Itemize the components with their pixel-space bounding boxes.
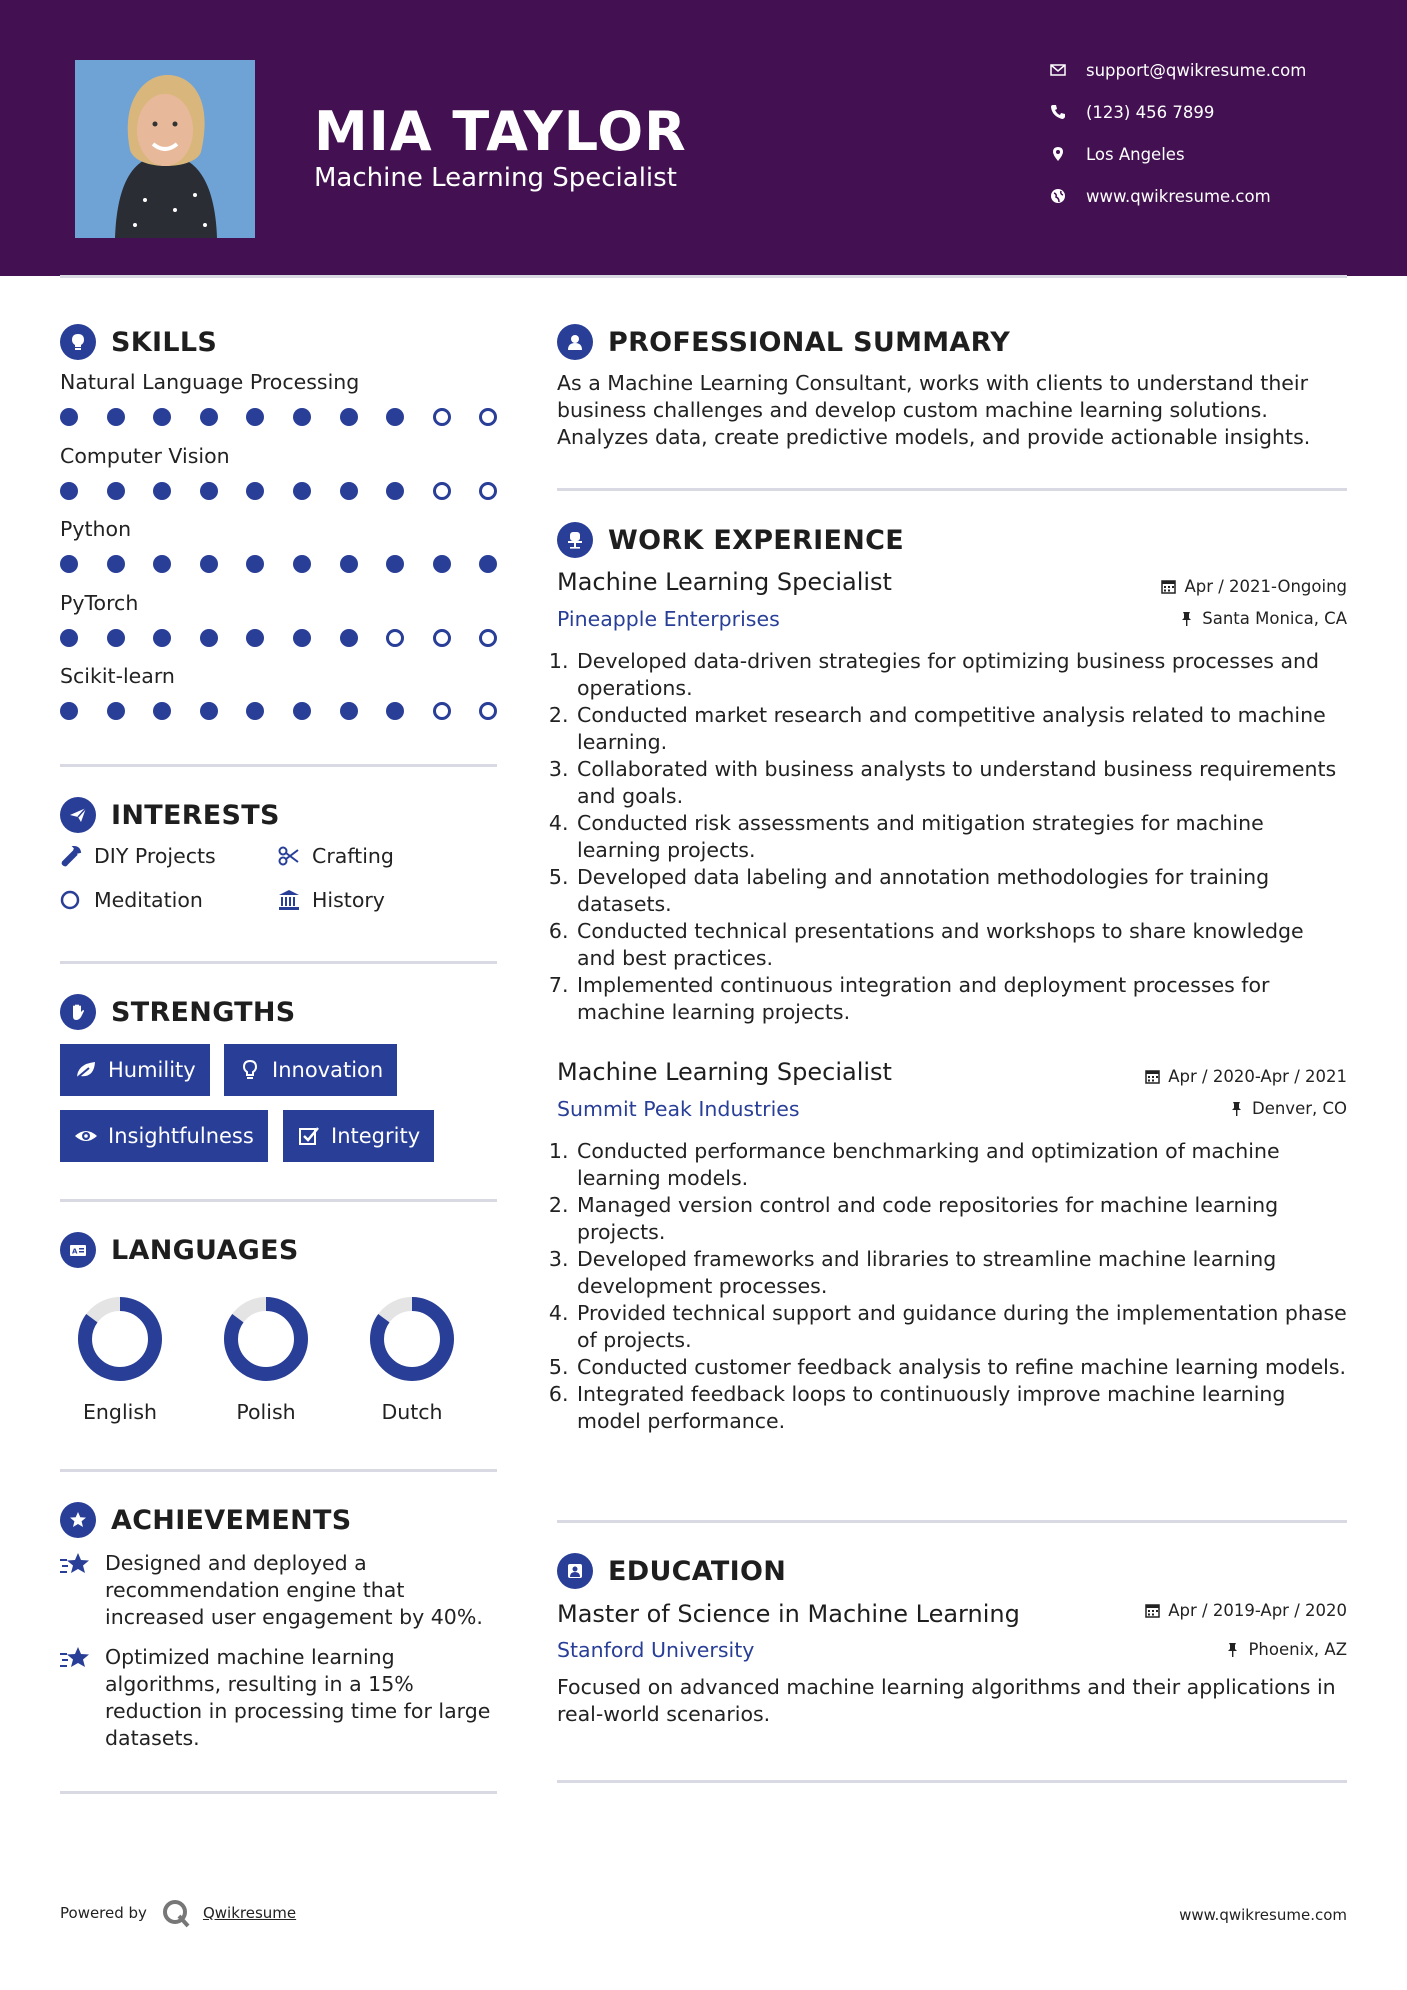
job-title: Machine Learning Specialist	[557, 1058, 892, 1086]
star-icon	[60, 1550, 105, 1631]
language-proficiency-donut	[221, 1294, 311, 1384]
skill-name: PyTorch	[60, 590, 139, 615]
language-item	[339, 1294, 485, 1424]
office-chair-icon	[557, 522, 593, 558]
phone-icon	[1050, 104, 1086, 120]
skill-rating	[60, 702, 500, 722]
strength-badge: Insightfulness	[60, 1110, 268, 1162]
strengths-heading: STRENGTHS	[60, 994, 296, 1030]
job-bullet: 1. Conducted performance benchmarking and optimization of machine learning models.	[575, 1138, 1347, 1192]
pushpin-icon	[1179, 611, 1194, 626]
svg-text:A: A	[72, 1247, 78, 1256]
rating-dot-filled	[386, 482, 404, 500]
job-bullet: 5. Conducted customer feedback analysis to refine machine learning models.	[575, 1354, 1347, 1381]
job-bullet: 6. Conducted technical presentations and workshops to share knowledge and best practices.	[575, 918, 1347, 972]
language-proficiency-donut	[75, 1294, 165, 1384]
strength-badge: Innovation	[224, 1044, 397, 1096]
language-item	[47, 1294, 193, 1424]
lightbulb-icon	[238, 1058, 272, 1082]
rating-dot-empty	[479, 702, 497, 720]
star-icon	[60, 1644, 105, 1752]
job-bullet: 4. Provided technical support and guidance during the implementation phase of projects.	[575, 1300, 1347, 1354]
rating-dot-filled	[293, 555, 311, 573]
footer-powered-by: Powered by Qwikresume	[60, 1898, 296, 1928]
divider	[60, 1791, 497, 1794]
skill-name: Natural Language Processing	[60, 370, 360, 394]
rating-dot-filled	[246, 702, 264, 720]
rating-dot-filled	[153, 555, 171, 573]
rating-dot-empty	[479, 629, 497, 647]
job-bullet: 2. Managed version control and code repositories for machine learning projects.	[575, 1192, 1347, 1246]
strength-badge: Humility	[60, 1044, 210, 1096]
job-dates: Apr / 2020-Apr / 2021	[1145, 1067, 1347, 1086]
rating-dot-filled	[246, 629, 264, 647]
rating-dot-empty	[433, 408, 451, 426]
company-name: Summit Peak Industries	[557, 1097, 800, 1121]
interests-heading: INTERESTS	[60, 797, 280, 833]
rating-dot-empty	[479, 408, 497, 426]
rating-dot-filled	[153, 629, 171, 647]
skill-item	[60, 370, 359, 394]
contact-website[interactable]: www.qwikresume.com	[1050, 182, 1271, 210]
education-description: Focused on advanced machine learning algorithms and their applications in real-world scenarios.	[557, 1675, 1336, 1726]
divider	[557, 1780, 1347, 1783]
rating-dot-filled	[200, 482, 218, 500]
divider	[60, 1469, 497, 1472]
circle-icon	[60, 889, 94, 911]
skill-rating	[60, 482, 500, 502]
job-bullets	[557, 1138, 1347, 1435]
rating-dot-filled	[200, 702, 218, 720]
language-icon	[60, 1232, 96, 1268]
rating-dot-filled	[386, 555, 404, 573]
skills-heading: SKILLS	[60, 324, 217, 360]
contact-email[interactable]: support@qwikresume.com	[1050, 56, 1306, 84]
job-bullet: 2. Conducted market research and competitive analysis related to machine learning.	[575, 702, 1347, 756]
rating-dot-filled	[60, 629, 78, 647]
rating-dot-filled	[60, 555, 78, 573]
job-bullet: 6. Integrated feedback loops to continuously improve machine learning model performance.	[575, 1381, 1347, 1435]
languages-heading: A LANGUAGES	[60, 1232, 299, 1268]
check-square-icon	[297, 1124, 331, 1148]
experience-heading: WORK EXPERIENCE	[557, 522, 904, 558]
rating-dot-filled	[246, 555, 264, 573]
job-dates: Apr / 2021-Ongoing	[1161, 577, 1347, 596]
job-title: Machine Learning Specialist	[557, 568, 892, 596]
language-name: Dutch	[381, 1400, 443, 1424]
interest-item: Meditation	[60, 888, 203, 912]
job-bullets	[557, 648, 1347, 1026]
rating-dot-filled	[340, 482, 358, 500]
summary-text: As a Machine Learning Consultant, works with clients to understand their business challenges and develop custom machine learning solutions. Analyzes data, create predictive models, and provide actionable insights.	[557, 371, 1311, 449]
rating-dot-filled	[340, 555, 358, 573]
education-heading: EDUCATION	[557, 1553, 786, 1589]
calendar-icon	[1145, 1603, 1160, 1618]
footer-website[interactable]: www.qwikresume.com	[1179, 1906, 1347, 1924]
education-location: Phoenix, AZ	[1225, 1640, 1347, 1659]
skill-rating	[60, 629, 500, 649]
job-location: Santa Monica, CA	[1179, 609, 1347, 628]
rating-dot-filled	[60, 482, 78, 500]
paper-plane-icon	[60, 797, 96, 833]
language-item	[193, 1294, 339, 1424]
divider	[60, 1199, 497, 1202]
rating-dot-filled	[433, 555, 451, 573]
contact-phone[interactable]: (123) 456 7899	[1050, 98, 1214, 126]
rating-dot-filled	[293, 482, 311, 500]
rating-dot-empty	[433, 482, 451, 500]
job-bullet: 3. Developed frameworks and libraries to streamline machine learning development processes.	[575, 1246, 1347, 1300]
contact-location: Los Angeles	[1050, 140, 1185, 168]
language-proficiency-donut	[367, 1294, 457, 1384]
skill-rating	[60, 408, 500, 428]
language-name: English	[82, 1400, 158, 1424]
school-name: Stanford University	[557, 1638, 755, 1662]
rating-dot-filled	[479, 555, 497, 573]
achievement-item: Designed and deployed a recommendation engine that increased user engagement by 40%.	[60, 1550, 500, 1631]
rating-dot-filled	[340, 408, 358, 426]
divider	[60, 764, 497, 767]
user-icon	[557, 324, 593, 360]
interest-item: History	[278, 888, 385, 912]
qwikresume-link[interactable]: Qwikresume	[202, 1904, 297, 1922]
rating-dot-empty	[433, 702, 451, 720]
skill-rating	[60, 555, 500, 575]
rating-dot-filled	[107, 482, 125, 500]
job-bullet: 1. Developed data-driven strategies for optimizing business processes and operations.	[575, 648, 1347, 702]
calendar-icon	[1145, 1069, 1160, 1084]
skill-item	[60, 591, 138, 615]
interest-item: DIY Projects	[60, 844, 216, 868]
lightbulb-icon	[60, 324, 96, 360]
rating-dot-filled	[107, 408, 125, 426]
rating-dot-filled	[246, 482, 264, 500]
company-name: Pineapple Enterprises	[557, 607, 780, 631]
hand-icon	[60, 994, 96, 1030]
summary-heading: PROFESSIONAL SUMMARY	[557, 324, 1010, 360]
scissors-icon	[278, 845, 312, 867]
rating-dot-filled	[293, 702, 311, 720]
rating-dot-filled	[107, 702, 125, 720]
rating-dot-filled	[293, 629, 311, 647]
header-divider	[60, 275, 1347, 278]
degree-title: Master of Science in Machine Learning	[557, 1600, 1020, 1628]
job-location: Denver, CO	[1229, 1099, 1347, 1118]
job-bullet: 3. Collaborated with business analysts to understand business requirements and goals.	[575, 756, 1347, 810]
rating-dot-filled	[60, 408, 78, 426]
divider	[557, 488, 1347, 491]
star-badge-icon	[60, 1502, 96, 1538]
leaf-icon	[74, 1058, 108, 1082]
rating-dot-filled	[107, 629, 125, 647]
candidate-title: Machine Learning Specialist	[314, 163, 677, 193]
rating-dot-filled	[200, 629, 218, 647]
strength-badge: Integrity	[283, 1110, 434, 1162]
job-bullet: 7. Implemented continuous integration and deployment processes for machine learning projects.	[575, 972, 1347, 1026]
rating-dot-filled	[340, 702, 358, 720]
rating-dot-filled	[153, 702, 171, 720]
graduate-icon	[557, 1553, 593, 1589]
pushpin-icon	[1229, 1101, 1244, 1116]
rating-dot-filled	[60, 702, 78, 720]
rating-dot-filled	[386, 702, 404, 720]
skill-item	[60, 444, 230, 468]
skill-item	[60, 664, 175, 688]
qwikresume-logo-icon	[161, 1898, 191, 1928]
skill-item	[60, 517, 131, 541]
rating-dot-filled	[153, 408, 171, 426]
job-bullet: 4. Conducted risk assessments and mitigation strategies for machine learning projects.	[575, 810, 1347, 864]
skill-name: Python	[60, 517, 132, 541]
resume-header	[0, 0, 1407, 276]
language-name: Polish	[236, 1400, 296, 1424]
candidate-name: MIA TAYLOR	[314, 100, 687, 163]
envelope-icon	[1050, 62, 1086, 78]
achievement-item: Optimized machine learning algorithms, resulting in a 15% reduction in processing time for large datasets.	[60, 1644, 500, 1752]
rating-dot-empty	[479, 482, 497, 500]
achievements-heading: ACHIEVEMENTS	[60, 1502, 352, 1538]
map-pin-icon	[1050, 146, 1086, 162]
rating-dot-filled	[153, 482, 171, 500]
globe-icon	[1050, 188, 1086, 204]
rating-dot-filled	[200, 555, 218, 573]
skill-name: Scikit-learn	[60, 664, 175, 688]
museum-icon	[278, 889, 312, 911]
profile-photo	[75, 60, 255, 238]
rating-dot-filled	[107, 555, 125, 573]
eye-icon	[74, 1124, 108, 1148]
rating-dot-empty	[433, 629, 451, 647]
education-dates: Apr / 2019-Apr / 2020	[1145, 1601, 1347, 1620]
rating-dot-filled	[340, 629, 358, 647]
rating-dot-filled	[293, 408, 311, 426]
wrench-icon	[60, 845, 94, 867]
divider	[60, 961, 497, 964]
job-bullet: 5. Developed data labeling and annotation methodologies for training datasets.	[575, 864, 1347, 918]
pushpin-icon	[1225, 1642, 1240, 1657]
rating-dot-empty	[386, 629, 404, 647]
skill-name: Computer Vision	[60, 443, 230, 468]
divider	[557, 1520, 1347, 1523]
calendar-icon	[1161, 579, 1176, 594]
rating-dot-filled	[246, 408, 264, 426]
rating-dot-filled	[200, 408, 218, 426]
rating-dot-filled	[386, 408, 404, 426]
interest-item: Crafting	[278, 844, 394, 868]
